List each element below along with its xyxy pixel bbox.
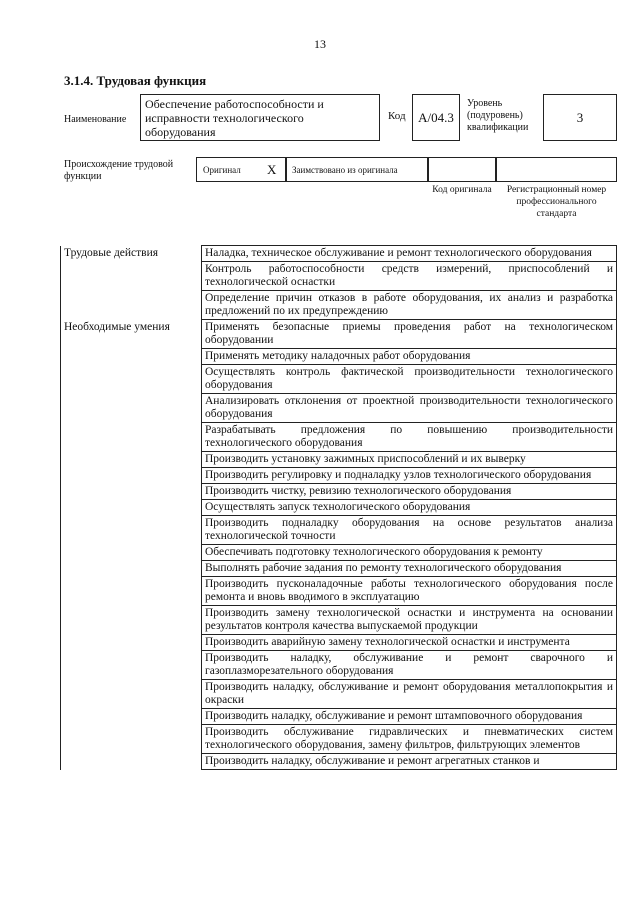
original-box — [196, 157, 286, 182]
origin-code-box — [428, 157, 496, 182]
group-label-empty — [61, 635, 202, 651]
function-table — [60, 245, 617, 770]
table-row — [61, 291, 617, 320]
table-row — [61, 320, 617, 349]
table-row — [61, 577, 617, 606]
table-cell-item: Производить наладку, обслуживание и ремонт штамповочного оборудования — [202, 709, 617, 725]
table-cell-item: Разрабатывать предложения по повышению производительности технологического оборудования — [202, 423, 617, 452]
group-label-empty — [61, 651, 202, 680]
group-label-empty — [61, 709, 202, 725]
table-row — [61, 484, 617, 500]
name-label: Наименование — [64, 114, 127, 125]
table-row — [61, 635, 617, 651]
section-title: 3.1.4. Трудовая функция — [64, 73, 207, 88]
table-cell-item: Производить установку зажимных приспособлений и их выверку — [202, 452, 617, 468]
table-cell-item: Выполнять рабочие задания по ремонту технологического оборудования — [202, 561, 617, 577]
table-row — [61, 516, 617, 545]
table-row — [61, 725, 617, 754]
group-label-empty — [61, 561, 202, 577]
group-label: Необходимые умения — [61, 320, 202, 349]
group-label-empty — [61, 468, 202, 484]
table-row — [61, 545, 617, 561]
borrowed-box — [286, 157, 428, 182]
group-label-empty — [61, 262, 202, 291]
code-caption: Код оригинала — [432, 185, 492, 195]
code-label: Код — [388, 110, 406, 122]
group-label-empty — [61, 500, 202, 516]
table-cell-item: Определение причин отказов в работе оборудования, их анализ и разработка предложений по их предупреждению — [202, 291, 617, 320]
table-cell-item: Контроль работоспособности средств измерений, приспособлений и технологической оснастки — [202, 262, 617, 291]
group-label-empty — [61, 365, 202, 394]
group-label-empty — [61, 606, 202, 635]
table-row — [61, 262, 617, 291]
level-value: 3 — [576, 110, 584, 125]
origin-label: Происхождение трудовой функции — [64, 159, 174, 182]
group-label-empty — [61, 725, 202, 754]
table-row — [61, 651, 617, 680]
group-label-empty — [61, 516, 202, 545]
borrowed-label: Заимствовано из оригинала — [292, 165, 398, 175]
table-row — [61, 423, 617, 452]
table-row — [61, 246, 617, 262]
page-number: 13 — [314, 37, 326, 51]
original-label: Оригинал — [203, 165, 241, 175]
group-label-empty — [61, 754, 202, 770]
group-label-empty — [61, 577, 202, 606]
table-cell-item: Анализировать отклонения от проектной производительности технологического оборудования — [202, 394, 617, 423]
table-cell-item: Производить аварийную замену технологической оснастки и инструмента — [202, 635, 617, 651]
table-row — [61, 561, 617, 577]
group-label-empty — [61, 452, 202, 468]
reg-caption: Регистрационный номер профессионального стандарта — [506, 185, 607, 219]
level-label: Уровень (подуровень) квалификации — [467, 98, 529, 133]
level-box — [543, 94, 617, 141]
table-row — [61, 709, 617, 725]
table-row — [61, 500, 617, 516]
table-cell-item: Производить подналадку оборудования на основе результатов анализа технологической точности — [202, 516, 617, 545]
reg-number-box — [496, 157, 617, 182]
code-box — [412, 94, 460, 141]
table-cell-item: Наладка, техническое обслуживание и ремонт технологического оборудования — [202, 246, 617, 262]
name-value: Обеспечение работоспособности и исправности технологического оборудования — [145, 97, 324, 139]
table-cell-item: Осуществлять контроль фактической производительности технологического оборудования — [202, 365, 617, 394]
group-label: Трудовые действия — [61, 246, 202, 262]
table-cell-item: Производить обслуживание гидравлических и пневматических систем технологического оборудования, замену фильтров, фильтрующих элементов — [202, 725, 617, 754]
group-label-empty — [61, 484, 202, 500]
group-label-empty — [61, 394, 202, 423]
code-value: А/04.3 — [418, 110, 454, 125]
group-label-empty — [61, 349, 202, 365]
table-cell-item: Обеспечивать подготовку технологического оборудования к ремонту — [202, 545, 617, 561]
table-cell-item: Производить наладку, обслуживание и ремонт агрегатных станков и — [202, 754, 617, 770]
table-row — [61, 680, 617, 709]
table-row — [61, 365, 617, 394]
table-cell-item: Применять методику наладочных работ оборудования — [202, 349, 617, 365]
name-box — [140, 94, 380, 141]
group-label-empty — [61, 680, 202, 709]
table-cell-item: Производить наладку, обслуживание и ремонт оборудования металлопокрытия и окраски — [202, 680, 617, 709]
table-row — [61, 468, 617, 484]
table-cell-item: Производить чистку, ревизию технологического оборудования — [202, 484, 617, 500]
table-row — [61, 754, 617, 770]
table-row — [61, 606, 617, 635]
table-cell-item: Производить пусконаладочные работы технологического оборудования после ремонта и вновь вводимого в эксплуатацию — [202, 577, 617, 606]
table-row — [61, 349, 617, 365]
table-row — [61, 394, 617, 423]
table-cell-item: Производить замену технологической оснастки и инструмента на основании результатов контроля качества выпускаемой продукции — [202, 606, 617, 635]
table-cell-item: Производить регулировку и подналадку узлов технологического оборудования — [202, 468, 617, 484]
group-label-empty — [61, 545, 202, 561]
group-label-empty — [61, 423, 202, 452]
table-cell-item: Применять безопасные приемы проведения работ на технологическом оборудовании — [202, 320, 617, 349]
group-label-empty — [61, 291, 202, 320]
original-mark: X — [267, 162, 277, 177]
table-cell-item: Осуществлять запуск технологического оборудования — [202, 500, 617, 516]
table-cell-item: Производить наладку, обслуживание и ремонт сварочного и газоплазморезательного оборудования — [202, 651, 617, 680]
table-row — [61, 452, 617, 468]
